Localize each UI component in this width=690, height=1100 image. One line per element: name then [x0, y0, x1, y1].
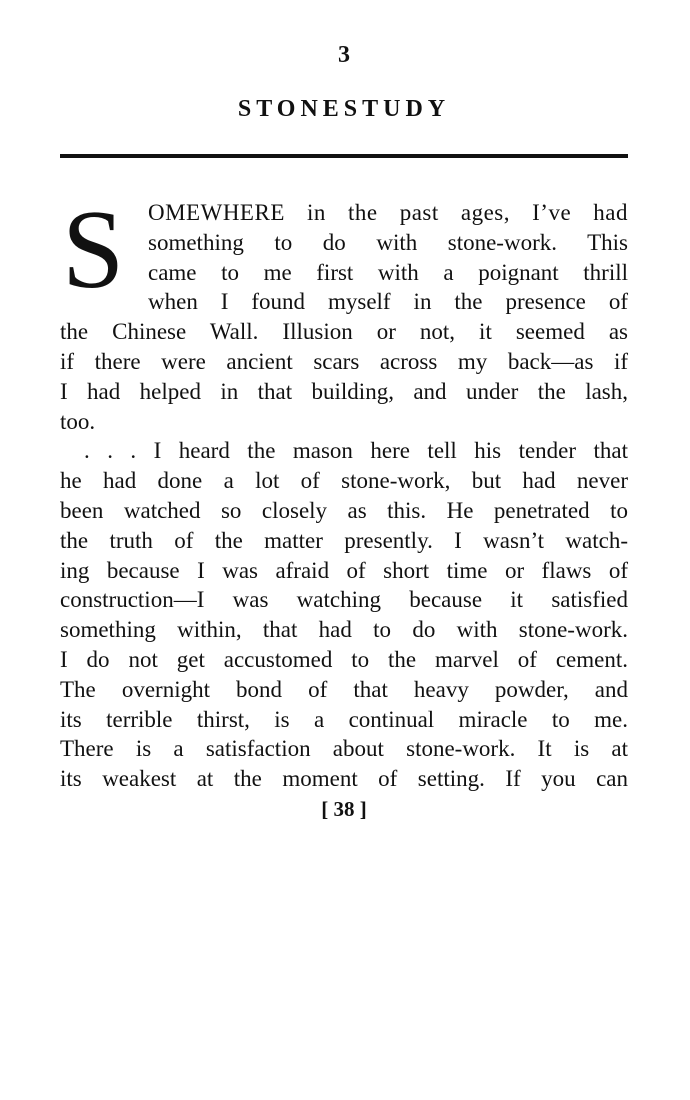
text-line: when I found myself in the presence of: [148, 289, 628, 315]
text-line: he had done a lot of stone-work, but had never: [60, 468, 628, 494]
text-line: ing because I was afraid of short time or flaws of: [60, 557, 628, 583]
text-line: I do not get accustomed to the marvel of cement.: [60, 646, 628, 672]
text-line: its weakest at the moment of setting. If you can: [60, 766, 628, 792]
text-line: been watched so closely as this. He penetrated to: [60, 497, 628, 523]
text-line: if there were ancient scars across my back—as if: [60, 348, 628, 374]
chapter-title: STONESTUDY: [237, 96, 451, 122]
title-rule: [60, 154, 628, 158]
text-line: something within, that had to do with stone-work.: [60, 617, 628, 643]
text-line: The overnight bond of that heavy powder, and: [60, 676, 628, 702]
text-line: construction—I was watching because it satisfied: [60, 587, 628, 613]
paragraph-2: [60, 436, 628, 794]
drop-cap: S: [62, 188, 125, 312]
book-page: [60, 40, 628, 822]
paragraph-1: [60, 188, 628, 436]
text-line: too.: [60, 408, 96, 434]
text-line: There is a satisfaction about stone-work. It is at: [60, 736, 628, 762]
text-line: came to me first with a poignant thrill: [148, 259, 628, 285]
text-line: the truth of the matter presently. I wasn’t watch-: [60, 527, 628, 553]
text-line: . . . I heard the mason here tell his tender that: [84, 438, 628, 464]
chapter-body: [60, 188, 628, 794]
text-line: its terrible thirst, is a continual miracle to me.: [60, 706, 628, 732]
page-number: [ 38 ]: [321, 796, 367, 821]
text-line: something to do with stone-work. This: [148, 229, 628, 255]
text-line: the Chinese Wall. Illusion or not, it seemed as: [60, 319, 628, 345]
text-line: I had helped in that building, and under the lash,: [60, 378, 628, 404]
chapter-number: 3: [338, 42, 350, 68]
text-line: OMEWHERE in the past ages, I’ve had: [148, 200, 628, 225]
